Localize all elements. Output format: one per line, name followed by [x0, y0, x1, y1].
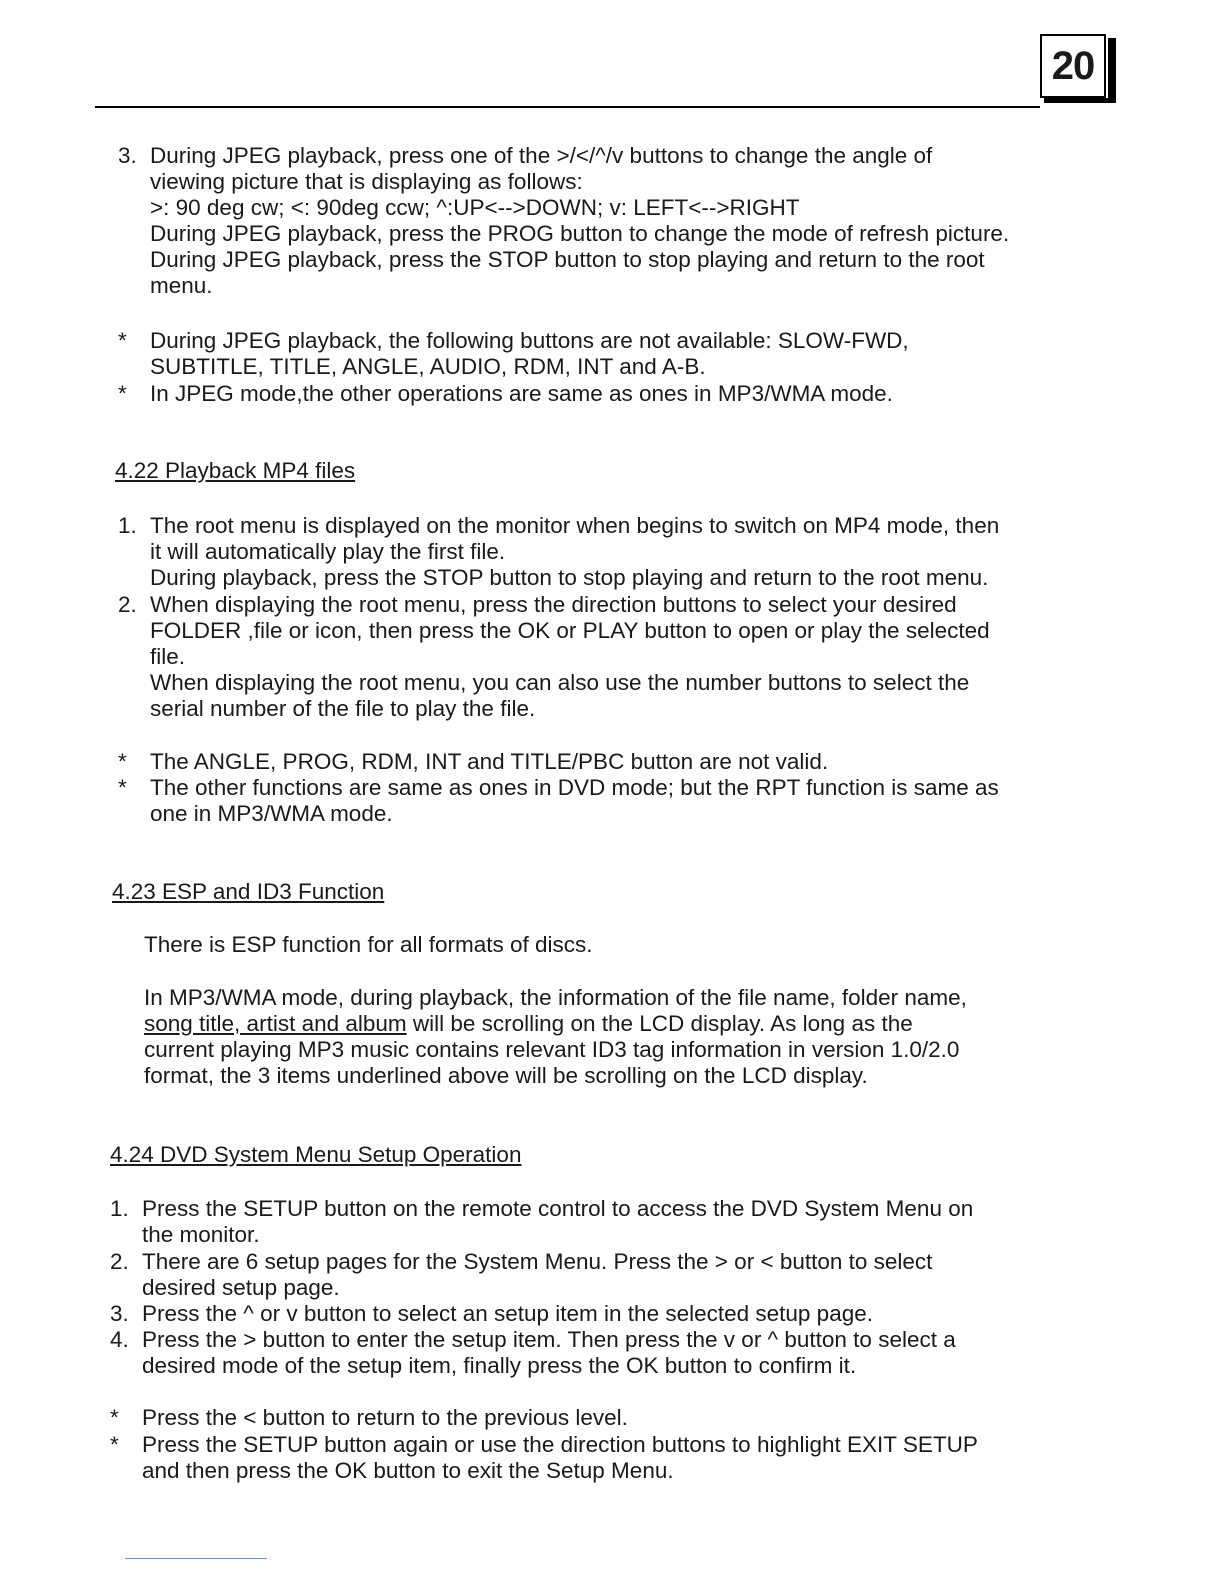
list-marker: 1.	[118, 513, 137, 538]
text-line: The ANGLE, PROG, RDM, INT and TITLE/PBC button are not valid.	[150, 749, 829, 774]
text-line: In MP3/WMA mode, during playback, the information of the file name, folder name,	[144, 985, 967, 1010]
text-line: Press the SETUP button on the remote control to access the DVD System Menu on	[142, 1196, 974, 1221]
text-line: FOLDER ,file or icon, then press the OK or PLAY button to open or play the selected	[150, 618, 990, 643]
mp4-note-1	[118, 749, 1123, 775]
text-line: There is ESP function for all formats of discs.	[144, 932, 593, 957]
text-line: the monitor.	[142, 1222, 260, 1247]
text-line: When displaying the root menu, press the direction buttons to select your desired	[150, 592, 957, 617]
bullet-marker: *	[118, 381, 127, 406]
footer-rule	[125, 1558, 267, 1559]
text-line: it will automatically play the first file.	[150, 539, 506, 564]
underlined-id3-items: song title, artist and album	[144, 1011, 407, 1036]
text-line: During JPEG playback, press one of the >/</^/v buttons to change the angle of	[150, 143, 933, 168]
text-line: desired mode of the setup item, finally press the OK button to confirm it.	[142, 1353, 857, 1378]
text-line: During playback, press the STOP button to stop playing and return to the root menu.	[150, 565, 989, 590]
text-line: format, the 3 items underlined above will be scrolling on the LCD display.	[144, 1063, 868, 1088]
section-heading-4-24: 4.24 DVD System Menu Setup Operation	[110, 1142, 522, 1167]
text-line: Press the SETUP button again or use the direction buttons to highlight EXIT SETUP	[142, 1432, 978, 1457]
setup-note-1	[110, 1405, 1115, 1431]
header-rule	[95, 106, 1040, 108]
bullet-marker: *	[110, 1432, 119, 1457]
list-marker: 3.	[110, 1301, 129, 1326]
section-heading-4-23: 4.23 ESP and ID3 Function	[112, 879, 385, 904]
esp-paragraph-1	[144, 932, 1104, 958]
text-line: file.	[150, 644, 186, 669]
setup-step-2	[110, 1249, 1115, 1301]
bullet-marker: *	[110, 1405, 119, 1430]
setup-step-4	[110, 1327, 1115, 1379]
setup-step-3	[110, 1301, 1115, 1327]
mp4-note-2	[118, 775, 1123, 827]
text-line: SUBTITLE, TITLE, ANGLE, AUDIO, RDM, INT and A-B.	[150, 354, 706, 379]
text-line: In JPEG mode,the other operations are same as ones in MP3/WMA mode.	[150, 381, 893, 406]
list-marker: 4.	[110, 1327, 129, 1352]
text-line: desired setup page.	[142, 1275, 340, 1300]
jpeg-note-2	[118, 381, 1123, 407]
setup-step-1	[110, 1196, 1115, 1248]
bullet-marker: *	[118, 749, 127, 774]
text-line: During JPEG playback, the following buttons are not available: SLOW-FWD,	[150, 328, 909, 353]
jpeg-step-3	[118, 143, 1123, 299]
text-line: The root menu is displayed on the monitor when begins to switch on MP4 mode, then	[150, 513, 1000, 538]
page-number: 20	[1040, 34, 1106, 98]
text-line	[144, 1011, 1104, 1037]
mp4-step-1	[118, 513, 1123, 591]
text-line: one in MP3/WMA mode.	[150, 801, 393, 826]
bullet-marker: *	[118, 328, 127, 353]
esp-paragraph-2	[144, 985, 1104, 1089]
list-marker: 2.	[110, 1249, 129, 1274]
text-line: During JPEG playback, press the STOP button to stop playing and return to the root	[150, 247, 985, 272]
list-marker: 2.	[118, 592, 137, 617]
list-marker: 1.	[110, 1196, 129, 1221]
setup-note-2	[110, 1432, 1115, 1484]
text-line: During JPEG playback, press the PROG button to change the mode of refresh picture.	[150, 221, 1010, 246]
bullet-marker: *	[118, 775, 127, 800]
jpeg-note-1	[118, 328, 1123, 380]
page-number-shadow	[1108, 38, 1116, 102]
text-span: will be scrolling on the LCD display. As long as the	[406, 1011, 913, 1036]
text-line: current playing MP3 music contains relevant ID3 tag information in version 1.0/2.0	[144, 1037, 960, 1062]
text-line: menu.	[150, 273, 213, 298]
jpeg-step-3-text	[150, 143, 1123, 299]
text-line: The other functions are same as ones in DVD mode; but the RPT function is same as	[150, 775, 999, 800]
text-line: When displaying the root menu, you can also use the number buttons to select the	[150, 670, 970, 695]
mp4-step-2	[118, 592, 1123, 722]
section-heading-4-22: 4.22 Playback MP4 files	[115, 458, 356, 483]
page-number-shadow-bottom	[1044, 98, 1116, 103]
text-line: viewing picture that is displaying as follows:	[150, 169, 583, 194]
text-line: and then press the OK button to exit the Setup Menu.	[142, 1458, 674, 1483]
text-line: There are 6 setup pages for the System Menu. Press the > or < button to select	[142, 1249, 933, 1274]
list-marker: 3.	[118, 143, 137, 168]
text-line: >: 90 deg cw; <: 90deg ccw; ^:UP<-->DOWN; v: LEFT<-->RIGHT	[150, 195, 800, 220]
text-line: Press the ^ or v button to select an setup item in the selected setup page.	[142, 1301, 873, 1326]
text-line: serial number of the file to play the file.	[150, 696, 536, 721]
text-line: Press the < button to return to the previous level.	[142, 1405, 628, 1430]
text-line: Press the > button to enter the setup item. Then press the v or ^ button to select a	[142, 1327, 956, 1352]
